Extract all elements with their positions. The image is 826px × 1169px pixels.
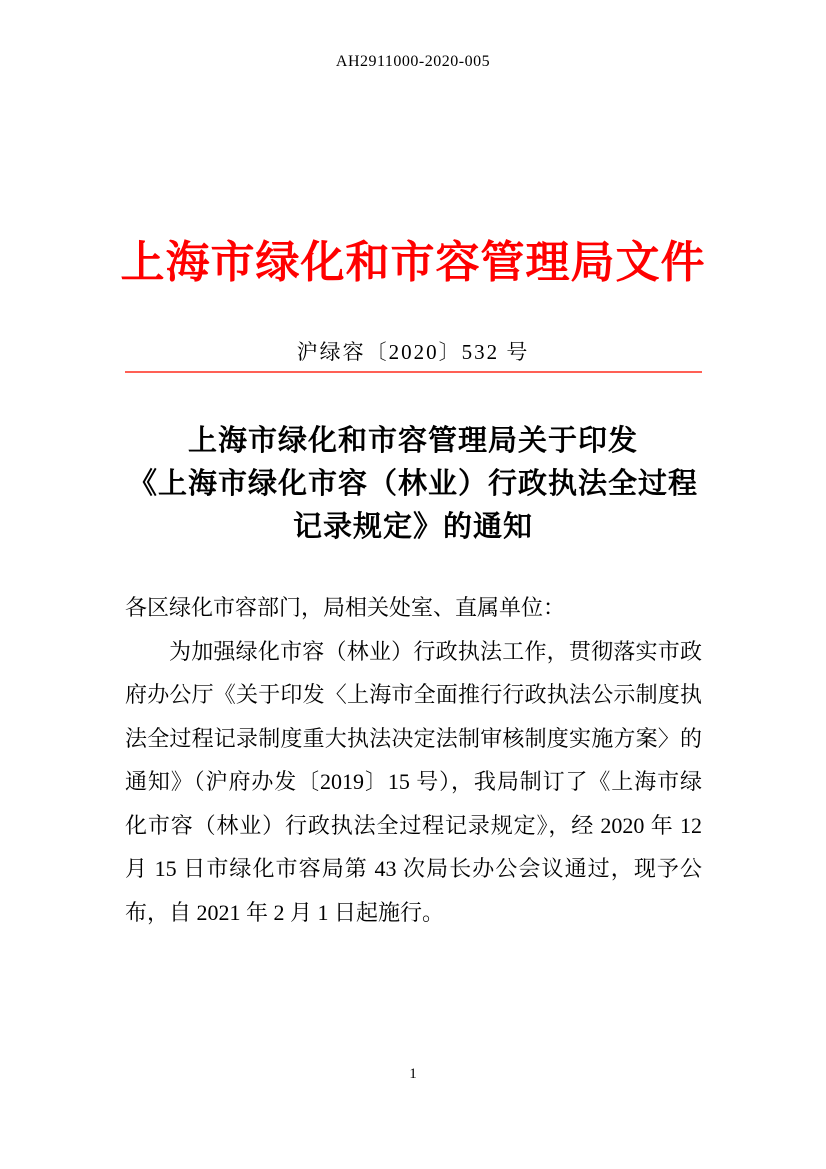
document-title (63, 420, 763, 549)
document-reference-number: 沪绿容〔2020〕532 号 (296, 340, 530, 364)
document-index-code: AH2911000-2020-005 (335, 53, 491, 70)
document-title-line-2: 《上海市绿化市容（林业）行政执法全过程 (127, 468, 698, 500)
red-divider-line (125, 371, 702, 373)
document-title-line-1: 上海市绿化和市容管理局关于印发 (187, 425, 638, 457)
document-title-line-3: 记录规定》的通知 (292, 511, 533, 543)
salutation-line: 各区绿化市容部门，局相关处室、直属单位： (125, 595, 566, 620)
agency-letterhead-title: 上海市绿化和市容管理局文件 (120, 238, 706, 287)
page-number: 1 (409, 1066, 417, 1082)
body-paragraph: 为加强绿化市容（林业）行政执法工作，贯彻落实市政府办公厅《关于印发〈上海市全面推行行政执法公示制度执法全过程记录制度重大执法决定法制审核制度实施方案〉的通知》（沪府办发〔2019〕15 号），我局制订了《上海市绿化市容（林业）行政执法全过程记录规定》，经 2020 年 12 月 15 日市绿化市容局第 43 次局长办公会议通过，现予公布，自 2021 年 2 月 1 日起施行。 (125, 638, 702, 925)
document-body (125, 586, 702, 934)
